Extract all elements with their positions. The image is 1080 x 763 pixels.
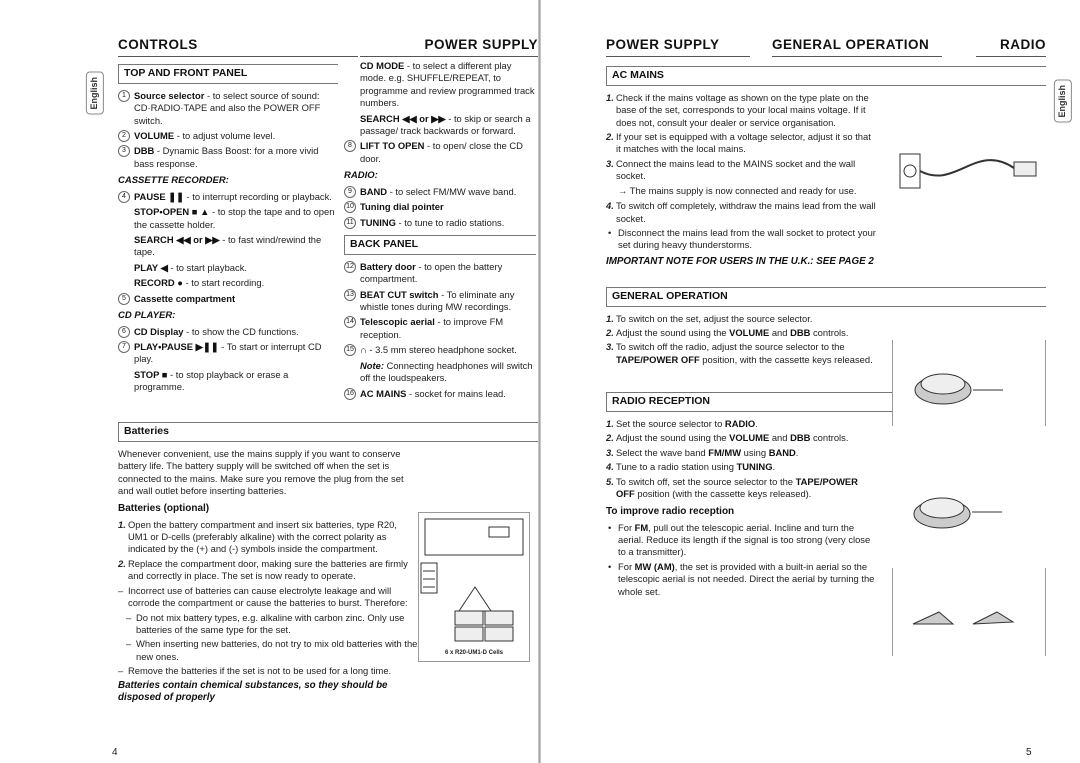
item-number: 3 xyxy=(118,145,130,157)
item-number: 5 xyxy=(118,293,130,305)
battery-step xyxy=(118,519,418,556)
radio-heading: RADIO: xyxy=(344,170,378,182)
tip-text: , the set is provided with a built-in aerial so the telescopic aerial is not needed. Direct the aerial by turning the whole set. xyxy=(618,560,875,597)
general-operation-step xyxy=(606,341,876,366)
battery-caution: – When inserting new batteries, do not try to mix old batteries with the new ones. xyxy=(126,638,418,663)
step-number: 1. xyxy=(606,91,614,103)
thunderstorm-advice: • Disconnect the mains lead from the wall socket to protect your set during heavy thunderstorms. xyxy=(606,227,876,252)
cd-control-item xyxy=(118,341,338,366)
step-text: Connect the mains lead to the MAINS socket and the wall socket. xyxy=(616,157,856,182)
step-number: 3. xyxy=(606,157,614,169)
radio-control-item xyxy=(344,217,536,229)
step-number: 3. xyxy=(606,446,614,458)
item-number: 1 xyxy=(118,90,130,102)
item-number: 15 xyxy=(344,344,356,356)
step-number: 2. xyxy=(606,131,614,143)
item-text: - To start or interrupt CD play. xyxy=(134,341,322,365)
radio-reception-step xyxy=(606,461,876,473)
set-illustration-radio xyxy=(892,482,1046,542)
item-label: STOP•OPEN ■ ▲ xyxy=(134,206,210,218)
step-text: . xyxy=(772,461,776,473)
control-item xyxy=(118,145,338,170)
item-label: PAUSE ❚❚ xyxy=(134,190,184,202)
item-label: PLAY•PAUSE ▶❚❚ xyxy=(134,341,219,353)
radio-reception-step xyxy=(606,432,876,444)
item-label: VOLUME xyxy=(134,130,175,142)
step-text: Replace the compartment door, making sure the batteries are firmly and correctly in place. The set is now ready to operate. xyxy=(128,557,408,582)
cd-control-item xyxy=(344,113,536,138)
headphone-note: Note: Connecting headphones will switch off the loudspeakers. xyxy=(360,359,533,384)
step-text: position (with the cassette keys released). xyxy=(634,488,812,500)
step-text: To switch off completely, withdraw the mains lead from the wall socket. xyxy=(616,200,876,224)
battery-caption: 6 x R20-UM1-D Cells xyxy=(444,650,504,657)
step-number: 5. xyxy=(606,475,614,487)
step-number: 1. xyxy=(118,518,126,530)
general-operation-step xyxy=(606,327,876,339)
item-number: 9 xyxy=(344,186,356,198)
item-number: 13 xyxy=(344,289,356,301)
item-label: TUNING xyxy=(360,216,396,228)
mains-plug-illustration xyxy=(896,140,1046,200)
item-label: Telescopic aerial xyxy=(360,316,435,328)
aerial-illustration xyxy=(892,568,1046,656)
tip-keyword: MW (AM) xyxy=(634,560,675,572)
step-text: Set the source selector to xyxy=(616,418,725,429)
ac-mains-step xyxy=(606,200,876,225)
step-text: Check if the mains voltage as shown on the type plate on the base of the set, corresponds to your local mains voltage. If it does not, consult your dealer or service organisation. xyxy=(616,91,869,128)
mains-plug-icon xyxy=(896,140,1046,200)
item-label: BAND xyxy=(360,185,388,197)
battery-diagram-icon xyxy=(419,513,529,647)
battery-caution: – Incorrect use of batteries can cause electrolyte leakage and will corrode the compartment or cause the batteries to burst. Therefore: xyxy=(118,585,418,610)
item-number: 11 xyxy=(344,217,356,229)
step-keyword: RADIO xyxy=(724,418,756,429)
item-label: ∩ xyxy=(360,344,367,356)
batteries-heading: Batteries xyxy=(118,422,540,442)
item-label: Cassette compartment xyxy=(134,292,236,304)
item-text: - to open/ close the CD door. xyxy=(360,140,523,164)
tip-text: For xyxy=(618,521,635,533)
back-panel-item xyxy=(344,316,536,341)
cassette-recorder-heading: CASSETTE RECORDER: xyxy=(118,175,229,187)
item-number: 14 xyxy=(344,316,356,328)
step-keyword: FM/MW xyxy=(708,446,742,458)
step-keyword: DBB xyxy=(790,432,811,444)
back-panel-item xyxy=(344,289,536,314)
item-label: STOP ■ xyxy=(134,368,168,380)
battery-caution: – Remove the batteries if the set is not to be used for a long time. xyxy=(118,665,418,677)
item-label: RECORD ● xyxy=(134,277,183,289)
cassette-control-item xyxy=(118,293,338,305)
back-panel-heading: BACK PANEL xyxy=(344,235,536,255)
item-text: - to select FM/MW wave band. xyxy=(387,185,517,197)
cassette-control-item xyxy=(118,234,338,259)
step-keyword: BAND xyxy=(768,446,796,458)
step-keyword: DBB xyxy=(790,326,811,338)
step-text: and xyxy=(769,432,791,444)
radio-set-icon-2 xyxy=(892,482,1042,542)
step-number: 1. xyxy=(606,418,614,429)
radio-reception-step xyxy=(606,476,876,501)
item-label: CD MODE xyxy=(360,60,405,71)
item-label: CD Display xyxy=(134,325,184,337)
tip-keyword: FM xyxy=(634,521,649,533)
step-text: Select the wave band xyxy=(616,446,709,458)
item-number: 10 xyxy=(344,201,356,213)
step-number: 2. xyxy=(606,326,614,338)
language-tab-left: English xyxy=(86,72,104,115)
step-text: position, with the cassette keys released. xyxy=(699,353,873,365)
control-item xyxy=(118,130,338,142)
item-number: 6 xyxy=(118,326,130,338)
ac-mains-step xyxy=(606,131,876,156)
general-operation-heading: GENERAL OPERATION xyxy=(772,36,942,57)
page-number-left: 4 xyxy=(112,746,118,758)
step-text: To switch off the radio, adjust the source selector to the xyxy=(616,341,845,353)
back-panel-item xyxy=(344,344,536,356)
battery-compartment-illustration xyxy=(418,512,530,662)
step-keyword: TAPE/POWER OFF xyxy=(616,353,700,365)
item-text: - to adjust volume level. xyxy=(174,130,276,142)
improve-reception-heading: To improve radio reception xyxy=(606,506,735,518)
power-supply-heading-left: POWER SUPPLY xyxy=(360,36,538,57)
item-label: Source selector xyxy=(134,89,205,101)
step-text: using xyxy=(741,446,769,458)
page-number-right: 5 xyxy=(1026,746,1032,758)
item-text: - to tune to radio stations. xyxy=(395,216,505,228)
radio-page-heading: RADIO xyxy=(976,36,1046,57)
batteries-intro: Whenever convenient, use the mains supply if you want to conserve battery life. The battery supply will be switched off when the set is connected to the mains. Make sure you remove the plug from the set and wall outlet before inserting batteries. xyxy=(118,447,404,497)
step-number: 1. xyxy=(606,312,614,324)
step-text: To switch off, set the source selector to the xyxy=(616,475,796,487)
item-label: AC MAINS xyxy=(360,387,407,399)
item-text: - 3.5 mm stereo headphone socket. xyxy=(366,344,517,356)
item-text: - to stop the tape and to open the cassette holder. xyxy=(134,206,335,230)
back-panel-item xyxy=(344,261,536,286)
general-operation-subheading: GENERAL OPERATION xyxy=(606,287,1046,307)
item-label: Battery door xyxy=(360,260,416,272)
item-label: PLAY ◀ xyxy=(134,261,168,273)
radio-reception-heading: RADIO RECEPTION xyxy=(606,392,1046,412)
step-text: If your set is equipped with a voltage selector, adjust it so that it matches with the local mains. xyxy=(616,131,871,155)
batteries-optional-heading: Batteries (optional) xyxy=(118,503,210,515)
item-text: - to fast wind/rewind the tape. xyxy=(134,234,322,258)
item-text: - to select source of sound: CD·RADIO·TAPE and also the POWER OFF switch. xyxy=(134,89,321,126)
item-number: 12 xyxy=(344,261,356,273)
cd-control-item xyxy=(344,140,536,165)
step-number: 3. xyxy=(606,341,614,353)
item-text: - socket for mains lead. xyxy=(406,387,506,399)
item-text: - to improve FM reception. xyxy=(360,316,504,340)
controls-column-2 xyxy=(344,60,536,403)
general-operation-step xyxy=(606,313,876,325)
radio-reception-step xyxy=(606,418,876,430)
item-text: - to skip or search a passage/ track backwards or forward. xyxy=(360,112,531,137)
cd-control-item xyxy=(344,60,536,110)
ac-mains-ready: → The mains supply is now connected and ready for use. xyxy=(618,184,857,196)
step-text: and xyxy=(769,326,791,338)
ac-mains-step xyxy=(606,92,876,129)
cassette-control-item xyxy=(118,191,338,203)
item-number: 16 xyxy=(344,388,356,400)
cd-player-heading: CD PLAYER: xyxy=(118,310,176,322)
step-text: . xyxy=(755,418,758,429)
step-keyword: TAPE/POWER OFF xyxy=(616,475,858,500)
reception-tip xyxy=(606,522,876,559)
cd-control-item xyxy=(118,369,338,394)
item-text: - To eliminate any whistle tones during MW recordings. xyxy=(360,288,515,313)
controls-heading: CONTROLS xyxy=(118,36,358,57)
top-front-panel-heading: TOP AND FRONT PANEL xyxy=(118,64,338,84)
cassette-control-item xyxy=(118,206,338,231)
uk-note: IMPORTANT NOTE FOR USERS IN THE U.K.: SEE PAGE 2 xyxy=(606,255,874,267)
item-text: - to stop playback or erase a programme. xyxy=(134,368,289,393)
radio-set-icon xyxy=(893,354,1043,414)
item-text: - to start recording. xyxy=(182,277,265,289)
item-label: BEAT CUT switch xyxy=(360,288,439,300)
control-item xyxy=(118,90,338,127)
battery-disposal-warning: Batteries contain chemical substances, so they should be disposed of properly xyxy=(118,679,388,704)
item-text: - Dynamic Bass Boost: for a more vivid bass response. xyxy=(134,145,319,169)
step-text: Tune to a radio station using xyxy=(616,461,737,473)
step-text: To switch on the set, adjust the source selector. xyxy=(616,312,813,324)
power-supply-heading-right: POWER SUPPLY xyxy=(606,36,750,57)
step-text: controls. xyxy=(810,326,849,338)
radio-control-item xyxy=(344,186,536,198)
item-text: - to show the CD functions. xyxy=(183,325,299,337)
item-text: - to start playback. xyxy=(167,261,247,273)
item-number: 2 xyxy=(118,130,130,142)
step-keyword: VOLUME xyxy=(729,432,770,444)
item-number: 7 xyxy=(118,341,130,353)
step-text: Adjust the sound using the xyxy=(616,432,730,444)
item-text: - to interrupt recording or playback. xyxy=(183,190,332,202)
tip-text: For xyxy=(618,560,635,572)
back-panel-item xyxy=(344,388,536,400)
step-number: 4. xyxy=(606,200,614,212)
aerial-icon xyxy=(893,584,1043,644)
item-label: SEARCH ◀◀ or ▶▶ xyxy=(134,234,220,246)
step-keyword: TUNING xyxy=(736,461,773,473)
radio-reception-step xyxy=(606,447,876,459)
item-number: 8 xyxy=(344,140,356,152)
item-label: SEARCH ◀◀ or ▶▶ xyxy=(360,112,446,124)
cassette-control-item xyxy=(118,262,338,274)
ac-mains-heading: AC MAINS xyxy=(606,66,1046,86)
battery-caution: – Do not mix battery types, e.g. alkaline with carbon zinc. Only use batteries of the same type for the set. xyxy=(126,612,418,637)
item-label: Tuning dial pointer xyxy=(360,201,444,213)
cassette-control-item xyxy=(118,277,338,289)
reception-tip xyxy=(606,561,876,598)
radio-control-item xyxy=(344,201,536,213)
set-illustration-general xyxy=(892,340,1046,426)
cd-control-item xyxy=(118,326,338,338)
step-text: Open the battery compartment and insert six batteries, type R20, UM1 or D-cells (preferably alkaline) with the correct polarity as indicated by the (+) and (-) symbols inside the compartment. xyxy=(128,518,397,555)
step-number: 4. xyxy=(606,461,614,473)
item-label: LIFT TO OPEN xyxy=(360,140,425,152)
step-text: controls. xyxy=(810,432,849,444)
item-text: - to select a different play mode. e.g. SHUFFLE/REPEAT, to programme and review programmed track numbers. xyxy=(360,60,535,109)
step-number: 2. xyxy=(606,432,614,444)
controls-column-1 xyxy=(118,64,338,397)
item-text: - to open the battery compartment. xyxy=(360,260,503,285)
tip-text: , pull out the telescopic aerial. Incline and turn the aerial. Reduce its length if the signal is too strong (very close to a transmitter). xyxy=(618,521,871,558)
language-tab-right: English xyxy=(1054,80,1072,123)
item-label: DBB xyxy=(134,145,155,157)
step-text: . xyxy=(795,446,799,458)
item-number: 4 xyxy=(118,191,130,203)
ac-mains-step xyxy=(606,158,876,183)
right-page xyxy=(540,0,1080,763)
battery-step xyxy=(118,558,418,583)
step-text: Adjust the sound using the xyxy=(616,326,730,338)
step-keyword: VOLUME xyxy=(729,326,770,338)
step-number: 2. xyxy=(118,557,126,569)
